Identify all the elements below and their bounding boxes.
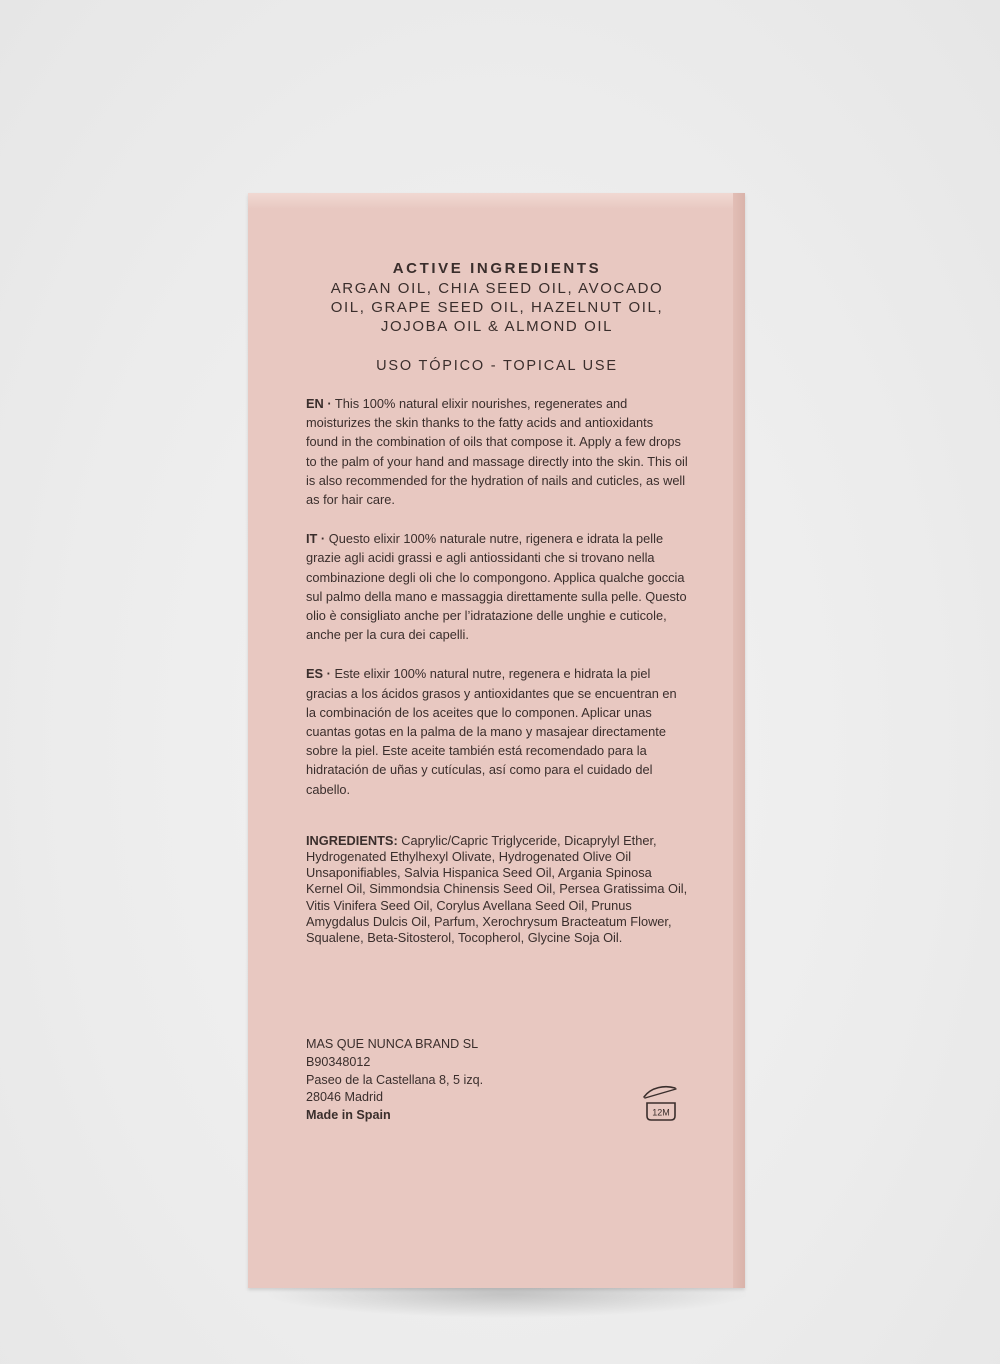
description-text: This 100% natural elixir nourishes, regenerates and moisturizes the skin thanks to the fatty acids and antioxidants found in the combination of oils that compose it. Apply a few drops to the palm of your hand and massage directly into the skin. This oil is also recommended for the hydration of nails and cuticles, as well as for hair care. — [306, 396, 688, 508]
made-in-label: Made in Spain — [306, 1108, 391, 1123]
description-text: Este elixir 100% natural nutre, regenera e hidrata la piel gracias a los ácidos grasos y antioxidantes que se encuentran en la combinación de los aceites que lo componen. Aplicar unas cuantas gotas en la palma de la mano y masajear directamente sobre la piel. Este aceite también está recomendado para la hidratación de uñas y cutículas, así como para el cuidado del cabello. — [306, 666, 677, 797]
active-ingredients-line: ARGAN OIL, CHIA SEED OIL, AVOCADO — [330, 280, 664, 297]
active-ingredients-list — [306, 279, 688, 336]
company-id: B90348012 — [306, 1054, 371, 1069]
box-shadow — [262, 1288, 752, 1318]
description-it — [306, 529, 688, 644]
language-code: IT · — [306, 531, 326, 547]
active-ingredients-title: ACTIVE INGREDIENTS — [392, 260, 602, 277]
box-top-edge — [248, 193, 745, 209]
company-name: MAS QUE NUNCA BRAND SL — [306, 1037, 479, 1051]
ingredients-list — [306, 833, 688, 946]
box-label-content — [306, 260, 688, 946]
ingredients-label: INGREDIENTS: — [306, 832, 398, 848]
topical-use-label: USO TÓPICO - TOPICAL USE — [376, 358, 618, 374]
pao-label: 12M — [652, 1107, 670, 1118]
description-text: Questo elixir 100% naturale nutre, rigenera e idrata la pelle grazie agli acidi grassi e agli antiossidanti che si trovano nella combinazione degli oli che lo compongono. Applica qualche goccia sul palmo della mano e massaggia direttamente sulla pelle. Questo olio è consigliato anche per l’idratazione delle unghie e cuticole, anche per la cura dei capelli. — [306, 531, 687, 643]
box-side-edge — [733, 193, 745, 1288]
language-code: EN · — [306, 396, 332, 411]
language-code: ES · — [306, 666, 331, 682]
ingredients-text: Caprylic/Capric Triglyceride, Dicaprylyl Ether, Hydrogenated Ethylhexyl Olivate, Hydrogenated Olive Oil Unsaponifiables, Salvia Hispanica Seed Oil, Argania Spinosa Kernel Oil, Simmondsia Chinensis Seed Oil, Persea Gratissima Oil, Vitis Vinifera Seed Oil, Corylus Avellana Seed Oil, Prunus Amygdalus Dulcis Oil, Parfum, Xerochrysum Bracteatum Flower, Squalene, Beta-Sitosterol, Tocopherol, Glycine Soja Oil. — [306, 832, 688, 946]
company-info — [306, 1036, 566, 1125]
description-en — [306, 394, 688, 509]
company-city: 28046 Madrid — [306, 1090, 384, 1105]
open-jar-icon — [641, 1084, 681, 1124]
description-es — [306, 664, 688, 798]
company-street: Paseo de la Castellana 8, 5 izq. — [306, 1072, 484, 1087]
active-ingredients-line: JOJOBA OIL & ALMOND OIL — [380, 318, 614, 335]
active-ingredients-line: OIL, GRAPE SEED OIL, HAZELNUT OIL, — [330, 299, 664, 316]
